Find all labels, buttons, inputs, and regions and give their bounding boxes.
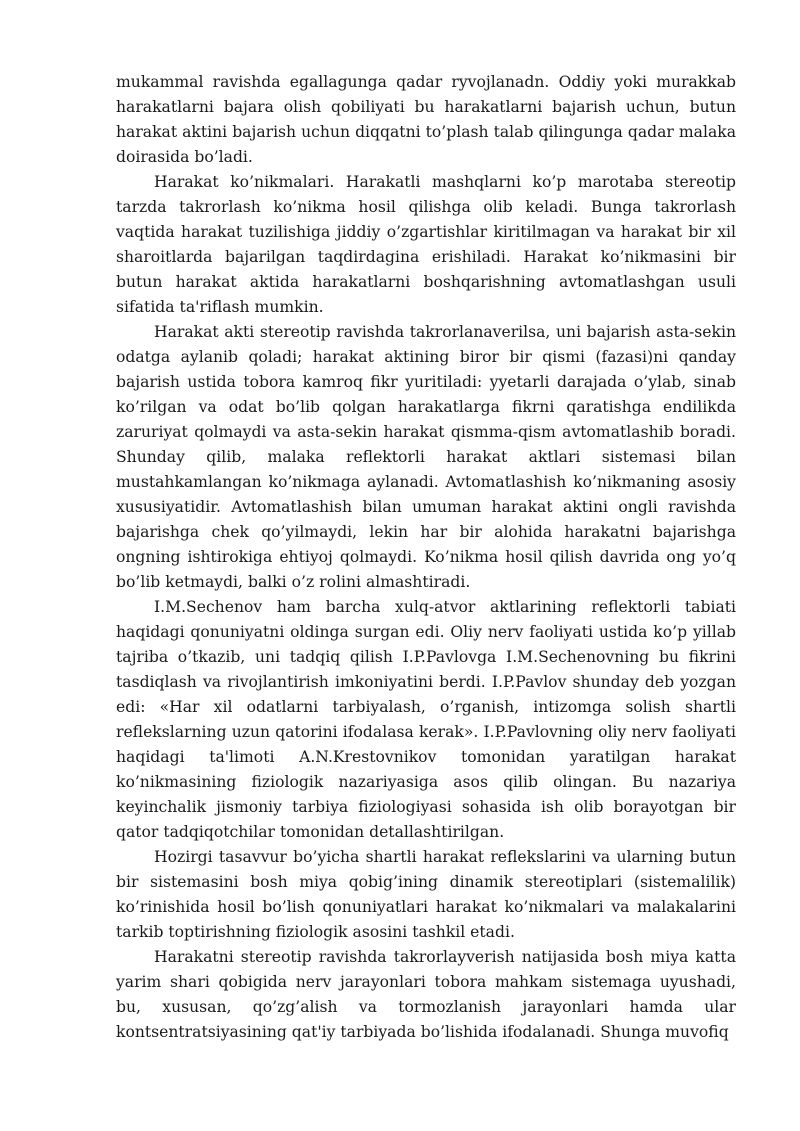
paragraph-sechenov-pavlov: I.M.Sechenov ham barcha xulq-atvor aktlarining reflektorli tabiati haqidagi qonuniyatni oldinga surgan edi. Oliy nerv faoliyati ustida ko’p yillab tajriba o’tkazib, uni tadqiq qilish I.P.Pavlovga I.M.Sechenovning bu fikrini tasdiqlash va rivojlantirish imkoniyatini berdi. I.P.Pavlov shunday deb yozgan edi: «Har xil odatlarni tarbiyalash, o’rganish, intizomga solish shartli reflekslarning uzun qatorini ifodalasa kerak». I.P.Pavlovning oliy nerv faoliyati haqidagi ta'limoti A.N.Krestovnikov tomonidan yaratilgan harakat ko’nikmasining fiziologik nazariyasiga asos qilib olingan. Bu nazariya keyinchalik jismoniy tarbiya fiziologiyasi sohasida ish olib borayotgan bir qator tadqiqotchilar tomonidan detallashtirilgan. [116, 598, 736, 841]
paragraph-modern-view: Hozirgi tasavvur bo’yicha shartli harakat reflekslarini va ularning butun bir sistemasini bosh miya qobig’ining dinamik stereotiplari (sistemalilik) ko’rinishida hosil bo’lish qonuniyatlari harakat ko’nikmalari va malakalarini tarkib toptirishning fiziologik asosini tashkil etadi. [116, 848, 736, 941]
paragraph-stereotype-repetition: Harakatni stereotip ravishda takrorlayverish natijasida bosh miya katta yarim shari qobigida nerv jarayonlari tobora mahkam sistemaga uyushadi, bu, xususan, qo’zg’alish va tormozlanish jarayonlari hamda ular kontsentratsiyasining qat'iy tarbiyada bo’lishida ifodalanadi. Shunga muvofiq [116, 948, 736, 1041]
document-page [116, 70, 736, 1045]
paragraph-automation: Harakat akti stereotip ravishda takrorlanaverilsa, uni bajarish asta-sekin odatga aylanib qoladi; harakat aktining biror bir qismi (fazasi)ni qanday bajarish ustida tobora kamroq fikr yuritiladi: yyetarli darajada o’ylab, sinab ko’rilgan va odat bo’lib qolgan harakatlarga fikrni qaratishga endilikda zaruriyat qolmaydi va asta-sekin harakat qismma-qism avtomatlashib boradi. Shunday qilib, malaka reflektorli harakat aktlari sistemasi bilan mustahkamlangan ko’nikmaga aylanadi. Avtomatlashish ko’nikmaning asosiy xususiyatidir. Avtomatlashish bilan umuman harakat aktini ongli ravishda bajarishga chek qo’yilmaydi, lekin har bir alohida harakatni bajarishga ongning ishtirokiga ehtiyoj qolmaydi. Ko’nikma hosil qilish davrida ong yo’q bo’lib ketmaydi, balki o’z rolini almashtiradi. [116, 323, 736, 591]
paragraph-motor-skills: Harakat ko’nikmalari. Harakatli mashqlarni ko’p marotaba stereotip tarzda takrorlash ko’nikma hosil qilishga olib keladi. Bunga takrorlash vaqtida harakat tuzilishiga jiddiy o’zgartishlar kiritilmagan va harakat bir xil sharoitlarda bajarilgan taqdirdagina erishiladi. Harakat ko’nikmasini bir butun harakat aktida harakatlarni boshqarishning avtomatlashgan usuli sifatida ta'riflash mumkin. [116, 173, 736, 316]
paragraph-continuation: mukammal ravishda egallagunga qadar ryvojlanadn. Oddiy yoki murakkab harakatlarni bajara olish qobiliyati bu harakatlarni bajarish uchun, butun harakat aktini bajarish uchun diqqatni to’plash talab qilingunga qadar malaka doirasida bo’ladi. [116, 73, 736, 166]
